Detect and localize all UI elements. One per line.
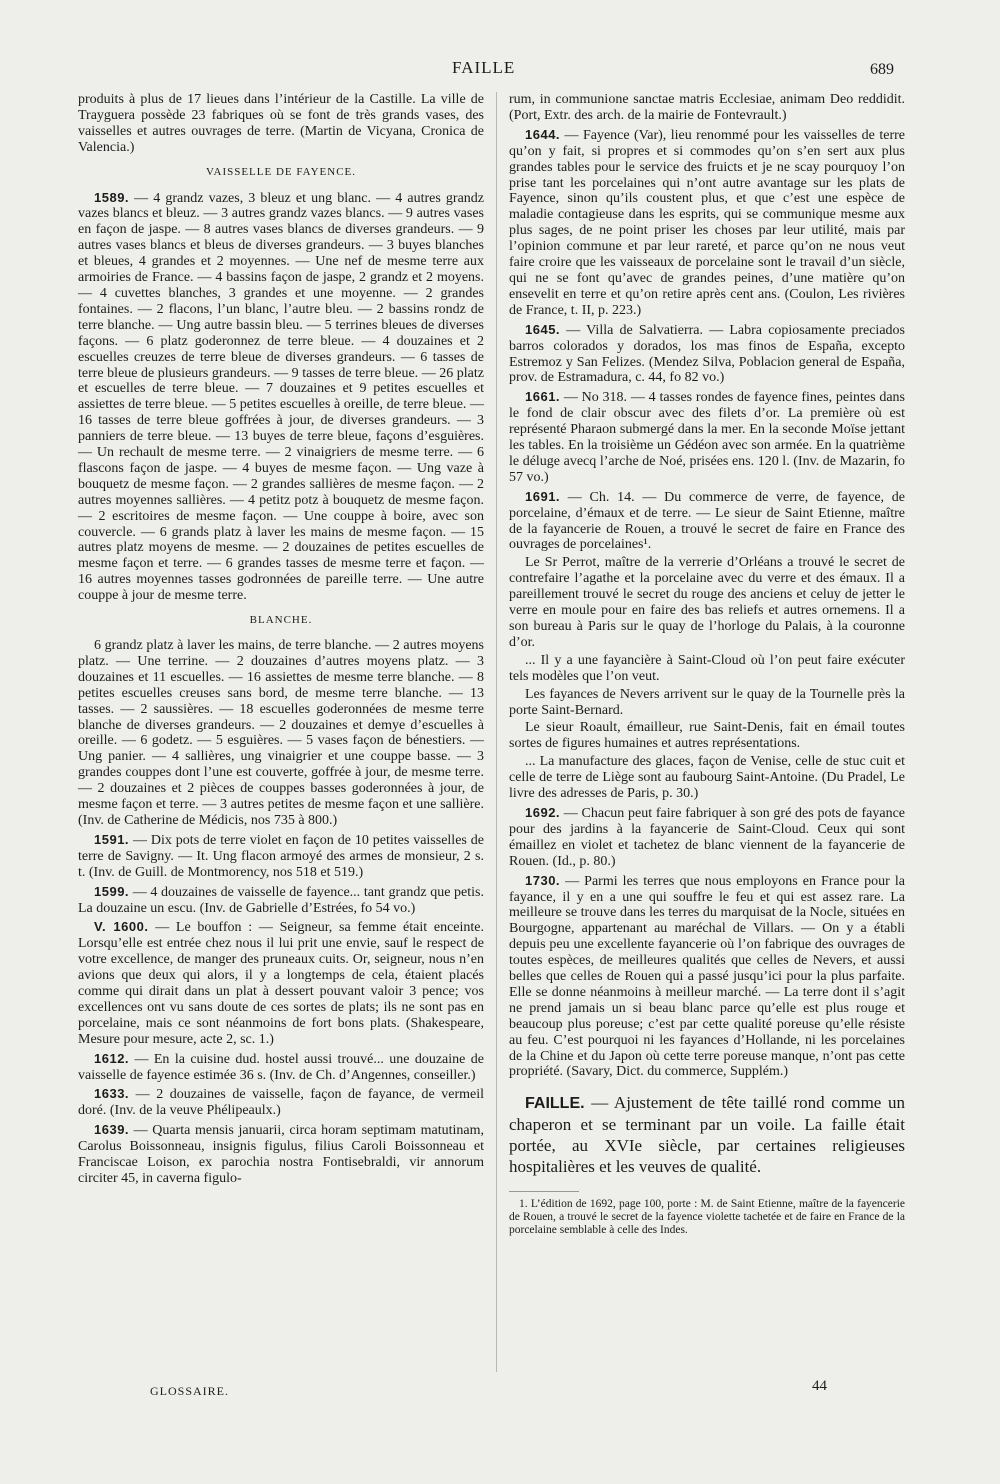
entry-1612 <box>78 1051 484 1084</box>
entry-year: 1645. <box>525 321 561 337</box>
entry-year: 1644. <box>525 126 561 142</box>
entry-1591 <box>78 832 484 881</box>
entry-1691-nevers: Les fayances de Nevers arrivent sur le quay de la Tournelle près la porte Saint-Bernard. <box>509 686 905 718</box>
page-number: 689 <box>870 61 894 78</box>
entry-1600 <box>78 919 484 1047</box>
entry-year: 1691. <box>525 488 561 504</box>
signature-mark: GLOSSAIRE. <box>150 1384 230 1398</box>
entry-year: 1661. <box>525 389 561 405</box>
entry-1589 <box>78 190 484 605</box>
faille-headword: FAILLE. <box>525 1095 585 1113</box>
entry-text: — Dix pots de terre violet en façon de 10 petites vaisselles de terre de Savigny. — It. Ung flacon armoyé des armes de monsieur, 2 s. t. (Inv. de Guill. de Montmorency, nos 518 et 519.) <box>78 832 484 880</box>
entry-year: 1639. <box>94 1122 130 1138</box>
entry-text: — Le bouffon : — Seigneur, sa femme était enceinte. Lorsqu’elle est entrée chez nous il lui prit une envie, sauf le respect de votre excellence, de manger des pruneaux cuits. Or, seigneur, nous n’en avions que deux qui alors, il y a longtemps de cela, étaient placés comme qui dirait dans un plat à dessert pouvant valoir 3 pence; vos excellences ont vu sans doute de ces sortes de plats; ils ne sont pas en porcelaine, mais ce sont néanmoins de fort bons plats. (Shakespeare, Mesure pour mesure, acte 2, sc. 1.) <box>78 920 484 1047</box>
entry-text: — Villa de Salvatierra. — Labra copiosamente preciados barros colorados y dorados, los mas finos de España, excepto Estremoz y San Felizes. (Mendez Silva, Poblacion general de España, prov. de Estramadura, c. 44, fo 82 vo.) <box>509 322 905 386</box>
entry-1644 <box>509 127 905 319</box>
entry-text: — En la cuisine dud. hostel aussi trouvé... une douzaine de vaisselle de fayence estimée 36 s. (Inv. de Ch. d’Angennes, conseiller.) <box>78 1051 484 1083</box>
section-heading-blanche: BLANCHE. <box>249 614 313 627</box>
intro-paragraph: produits à plus de 17 lieues dans l’intérieur de la Castille. La ville de Trayguera possède 23 fabriques où se font de très grands vases, des vaisselles et autres ouvrages de terre. (Martin de Vicyana, Cronica de Valencia.) <box>78 92 484 155</box>
faille-text: — Ajustement de tête taillé rond comme un chaperon et se terminant par un voile. La faille était portée, au XVIe siècle, par certaines religieuses hospitalières et les veuves de qualité. <box>509 1093 905 1177</box>
entry-1691-saint-cloud: ... Il y a une fayancière à Saint-Cloud où l’on peut faire exécuter tels modèles que l’on veut. <box>509 652 905 684</box>
sheet-number: 44 <box>812 1378 827 1394</box>
entry-year: 1612. <box>94 1050 130 1066</box>
entry-text: — 2 douzaines de vaisselle, façon de fayance, de vermeil doré. (Inv. de la veuve Phélipeaulx.) <box>78 1087 484 1119</box>
entry-text: — 4 douzaines de vaisselle de fayence... tant grandz que petis. La douzaine un escu. (Inv. de Gabrielle d’Estrées, fo 54 vo.) <box>78 884 484 916</box>
entry-1691-manufacture: ... La manufacture des glaces, façon de Venise, celle de stuc cuit et celle de terre de Liège sont au faubourg Saint-Antoine. (Du Pradel, Le livre des adresses de Paris, p. 30.) <box>509 754 905 802</box>
entry-year: 1730. <box>525 872 561 888</box>
entry-1691-roault: Le sieur Roault, émailleur, rue Saint-Denis, fait en émail toutes sortes de figures humaines et autres représentations. <box>509 720 905 752</box>
entry-year: 1589. <box>94 189 130 205</box>
entry-text: — 4 grandz vazes, 3 bleuz et ung blanc. — 4 autres grandz vazes blancs et bleuz. — 3 autres grandz vazes blancs. — 9 autres vases en façon de jaspe. — 8 autres vases blancs de diverses grandeurs. — 9 autres vases blancs et bleus de diverses grandeurs. — 3 buyes blanches et bleues, 4 grandes et 2 moyennes. — Une nef de mesme terre aux armoiries de France. — 4 bassins façon de jaspe, 2 grandz et 2 moyens. — 4 cuvettes blanches, 3 grandes et une moyenne. — 2 grandes fontaines. — 2 flacons, l’un blanc, l’autre bleu. — 2 bassins rondz de terre blanche. — Ung autre bassin bleu. — 5 terrines bleues de diverses façons. — 6 platz goderonnez de terre bleue. — 4 douzaines et 2 escuelles creuzes de terre bleue de diverses grandeurs. — 6 tasses de terre bleue de plusieurs grandeurs. — 9 tasses de terre bleue. — 26 platz et escuelles de terre bleue. — 7 douzaines et 9 petites escuelles et assiettes de terre bleue. — 5 petites escuelles à oreille, de terre bleue. — 16 tasses de terre bleue goffrées à jour, de diverses grandeurs. — 3 panniers de terre bleue. — 13 buyes de terre bleue, façons d’esguières. — Un rechault de mesme terre. — 2 vinaigriers de mesme terre. — 6 flascons façon de jaspe. — 4 buyes de mesme façon. — Ung vaze à bouquetz de mesme façon. — 2 grandes sallières de mesme façon. — 2 autres moyennes sallières. — 4 petitz potz à bouquetz de mesme façon. — 2 escritoires de mesme façon. — Une couppe à boire, avec son couvercle. — 6 grands platz à laver les mains de mesme façon. — 15 autres platz moyens de mesme. — 2 douzaines de petites escuelles de mesme façon et terre. — 6 grandes tasses de mesme terre et façon. — 16 autres moyennes tasses godronnées de pareille terre. — Une autre couppe à jour de mesme terre. <box>78 190 484 604</box>
running-title: FAILLE <box>452 58 516 77</box>
entry-1639 <box>78 1122 484 1187</box>
running-head <box>0 58 1000 80</box>
entry-1633 <box>78 1086 484 1119</box>
faille-definition <box>509 1092 905 1177</box>
entry-text: — Fayence (Var), lieu renommé pour les vaisselles de terre qu’on y fait, si propres et si commodes qu’on s’en sert aux plus grandes tables pour le service des fruicts et je ne scay pourquoy l’on prise tant les porcelaines qui n’ont autre avantage sur les plats de Fayence, sinon qu’ils coustent plus, et que c’est une espèce de maladie contagieuse dans les esprits, qui se communique mesme aux plus sages, de ne point priser les choses par leur utilité, mais par l’opinion commune et par leur rareté, et parce qu’on ne nous veut faire croire que les vaisseaux de porcelaine sont le travail d’un siècle, qui ne se font qu’avec de grandes peines, d’une matière qu’on ensevelit en terre et qu’on retire après cent ans. (Coulon, Les rivières de France, t. II, p. 223.) <box>509 127 905 318</box>
column-divider <box>496 92 497 1372</box>
entry-year: 1591. <box>94 831 130 847</box>
footnote-rule <box>509 1191 579 1192</box>
entry-text: — Parmi les terres que nous employons en France pour la fayance, il y en a une qui souffre le feu et qui est assez rare. La meilleure se trouve dans les terres du marquisat de la Nocle, situées en Bourgogne, appartenant au maréchal de Villars. — On y a établi depuis peu une excellente fayancerie où l’on fabrique des ouvrages de toutes espèces, de meilleures qualités que celles de Nevers, et aussi belles que celles de Rouen qui a passé jusqu’ici pour la plus parfaite. Elle se donne néanmoins à meilleur marché. — La terre dont il s’agit ne prend jamais un si beau blanc parce qu’elle est plus rouge et beaucoup plus poreuse; c’est par cette qualité poreuse qu’elle résiste au feu. C’est pourquoi ni les fayances d’Hollande, ni les porcelaines de la Chine et du Japon où cette terre poreuse manque, n’ont pas cette propriété. (Savary, Dict. du commerce, Supplém.) <box>509 873 905 1080</box>
entry-1645 <box>509 322 905 387</box>
entry-1691 <box>509 489 905 554</box>
entry-1661 <box>509 389 905 485</box>
entry-text: — Quarta mensis januarii, circa horam septimam matutinam, Carolus Boissonneau, insignis figulus, filius Caroli Boissonneau et Franciscae Loison, ex parochia nostra Fontisebraldi, vir annorum circiter 45, in caverna figulo- <box>78 1123 484 1186</box>
right-column <box>509 92 905 1237</box>
entry-1639-continuation: rum, in communione sanctae matris Ecclesiae, animam Deo reddidit. (Port, Extr. des arch. de la mairie de Fontevrault.) <box>509 92 905 123</box>
entry-year: V. 1600. <box>94 919 149 935</box>
footnote: 1. L’édition de 1692, page 100, porte : M. de Saint Etienne, maître de la fayencerie de Rouen, a trouvé le secret de la fayence violette tachetée et de faire en France de la porcelaine semblable à celle des Indes. <box>509 1198 905 1237</box>
entry-year: 1692. <box>525 804 561 820</box>
entry-1691-perrot: Le Sr Perrot, maître de la verrerie d’Orléans a trouvé le secret de contrefaire l’agathe et la porcelaine avec du verre et des émaux. Il a pareillement trouvé le secret du rouge des anciens et celuy de jetter le verre en moule pour en faire des bas reliefs et autres ornemens. Il a son bureau à Paris sur le quay de l’horloge du Palais, à la couronne d’or. <box>509 555 905 650</box>
entry-year: 1599. <box>94 883 130 899</box>
entry-1692 <box>509 805 905 870</box>
left-column <box>78 92 484 1187</box>
section-heading-fayence: VAISSELLE DE FAYENCE. <box>205 165 357 178</box>
entry-1599 <box>78 884 484 917</box>
blanche-paragraph: 6 grandz platz à laver les mains, de terre blanche. — 2 autres moyens platz. — Une terrine. — 2 douzaines d’autres moyens platz. — 3 douzaines et 11 escuelles. — 16 assiettes de mesme terre blanche. — 8 petites escuelles creuses sans bord, de mesme terre blanche. — 13 tasses. — 2 saussières. — 18 escuelles goderonnées de mesme terre blanche de diverses grandeurs. — 2 douzaines et demye d’escuelles à oreille. — 6 godetz. — 5 esguières. — 5 vases façon de bénestiers. — Ung panier. — 4 sallières, ung vinaigrier et une couppe basse. — 3 grandes couppes dont l’une est couverte, goffrée à jour, de mesme terre. — 2 douzaines et 2 pièces de couppes basses goderonnées à jour, de mesme façon et terre. — 3 autres petites de mesme façon et une sallière. (Inv. de Catherine de Médicis, nos 735 à 800.) <box>78 638 484 828</box>
entry-text: — Ch. 14. — Du commerce de verre, de fayence, de porcelaine, d’émaux et de terre. — Le sieur de Saint Etienne, maître de la fayancerie de Rouen, a trouvé le secret de faire en France des ouvrages de porcelaines¹. <box>509 489 905 553</box>
entry-year: 1633. <box>94 1086 130 1102</box>
entry-text: — Chacun peut faire fabriquer à son gré des pots de fayance pour des jardins à la fayancerie de Saint-Cloud. Ceux qui sont émaillez en violet et tachetez de blanc viennent de la fayancerie de Rouen. (Id., p. 80.) <box>509 805 905 869</box>
entry-text: — No 318. — 4 tasses rondes de fayence fines, peintes dans le fond de clair obscur avec des filets d’or. La première où est représenté Pharaon submergé dans la mer. En la seconde Moïse jettant les tables. En la troisième un Gédéon avec son armée. En la quatrième le déluge avecq l’arche de Noé, prisées ens. 120 l. (Inv. de Mazarin, fo 57 vo.) <box>509 390 905 485</box>
entry-1730 <box>509 873 905 1081</box>
